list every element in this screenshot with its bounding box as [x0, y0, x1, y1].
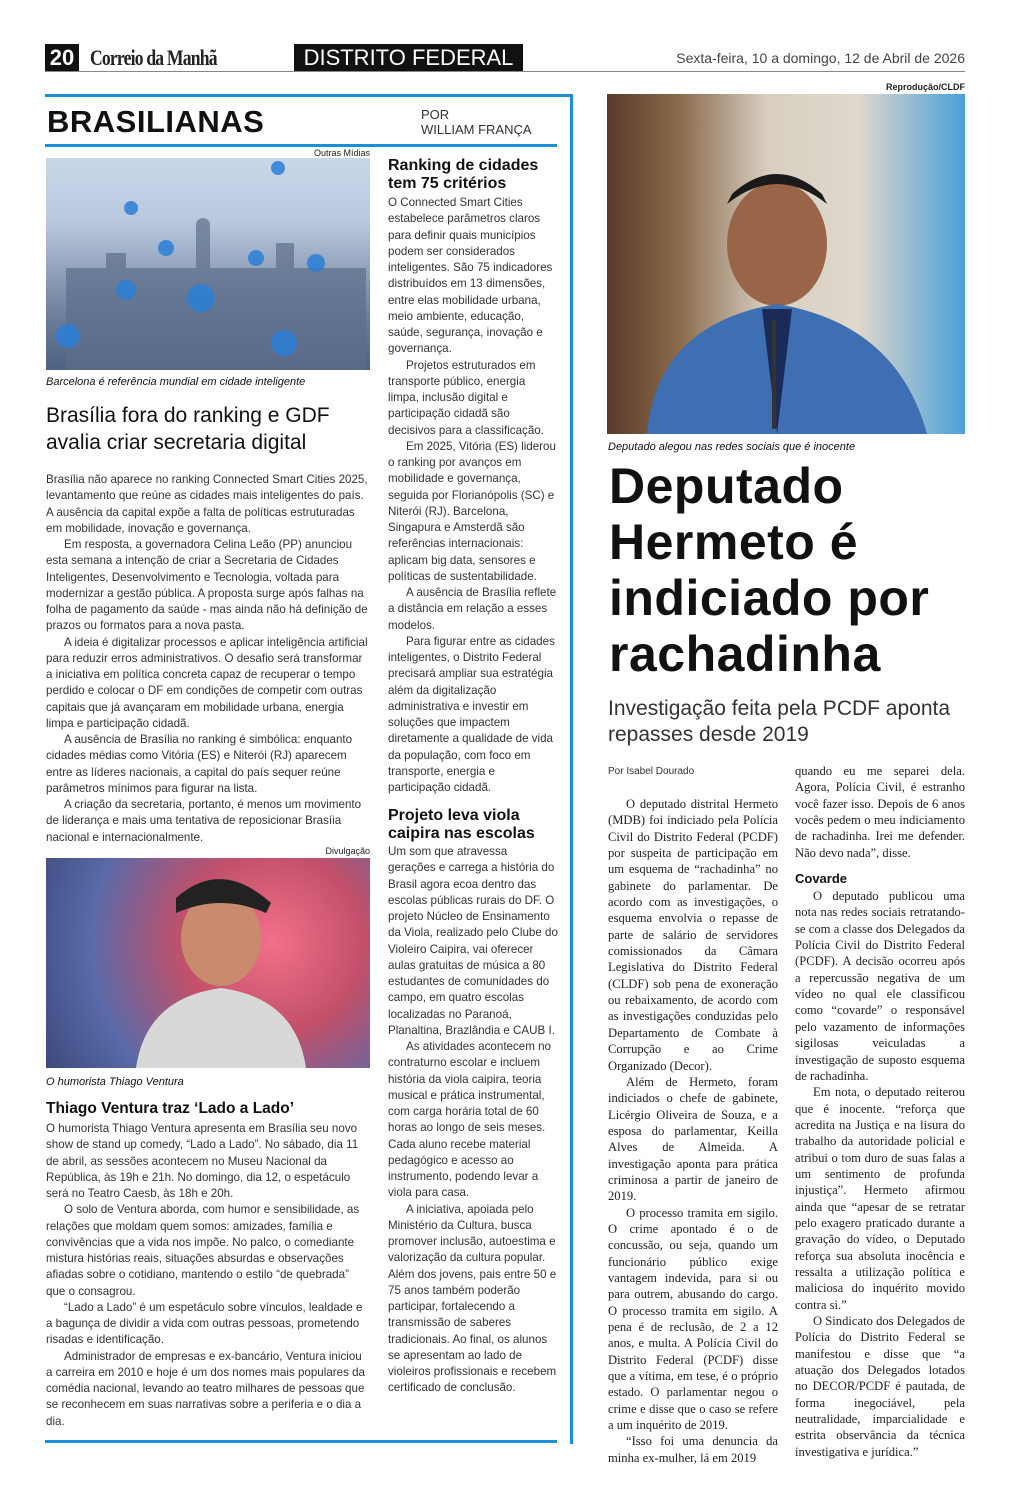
paragraph: O Sindicato dos Delegados de Polícia do Distrito Federal se manifestou e disse que “a atuação dos Delegados lotados no DECOR/PCDF é pautada, de forma inegociável, pela neutralidade, imparcialidade e estrita observância da técnica investigativa e jurídica.” [795, 1314, 965, 1459]
story-title: Thiago Ventura traz ‘Lado a Lado’ [46, 1100, 295, 1117]
paragraph: Em nota, o deputado reiterou que é inocente. “reforça que acredita na Justiça e na lisura do trabalho da autoridade policial e atribui o tom duro de suas falas a um sentimento de profunda injustiça”. Hermeto afirmou ainda que “apesar de se retratar pelo exagero praticado durante a gravação do vídeo, o Deputado reforça sua absoluta inocência e ressalta a utilização política e maliciosa do inquérito movido contra si.” [795, 1085, 965, 1312]
photo-caption: Deputado alegou nas redes sociais que é inocente [608, 441, 856, 453]
story-title: Brasília fora do ranking e GDF avalia criar secretaria digital [46, 404, 330, 454]
paragraph: A ideia é digitalizar processos e aplicar inteligência artificial para reduzir erros administrativos. O desafio será transformar a iniciativa em política concreta capaz de recuperar o tempo perdido e colocar o DF em condições de competir com outras capitais que já avançaram em mobilidade urbana, energia limpa e participação cidadã. [46, 635, 368, 730]
deputy-photo [607, 94, 965, 434]
photo-credit: Outras Mídias [313, 148, 370, 158]
section-label: DISTRITO FEDERAL [294, 44, 523, 71]
subheadline: Investigação feita pela PCDF aponta repasses desde 2019 [608, 697, 951, 746]
photo-caption: Barcelona é referência mundial em cidade inteligente [46, 376, 306, 388]
paragraph: As atividades acontecem no contraturno escolar e incluem história da viola caipira, teoria musical e prática instrumental, com carga horária total de 60 horas ao longo de seis meses. Cada aluno recebe material pedagógico e acesso ao instrumento, podendo levar a viola para casa. [388, 1040, 552, 1200]
edition-date: Sexta-feira, 10 a domingo, 12 de Abril de 2026 [676, 50, 965, 66]
paragraph: A criação da secretaria, portanto, é menos um movimento de liderança e mais uma tentativa de reposicionar Brasíia nacional e internacionalmente. [46, 798, 362, 844]
story-body [388, 195, 558, 796]
paragraph: Administrador de empresas e ex-bancário, Ventura iniciou a carreira em 2010 e hoje é um dos nomes mais populares da comédia nacional, levando ao teatro milhares de pessoas que se reconhecem em suas narrativas sobre a periferia e o dia a dia. [46, 1349, 366, 1428]
paragraph: O solo de Ventura aborda, com humor e sensibilidade, as relações que moldam quem somos: amizades, família e convivências que a vida nos impõe. No palco, o comediante mistura histórias reais, situações absurdas e observações afiadas sobre o cotidiano, mantendo o estilo “de quebrada” que o consagrou. [46, 1203, 360, 1298]
paragraph: Um som que atravessa gerações e carrega a história do Brasil agora ecoa dentro das escolas públicas rurais do DF. O projeto Núcleo de Ensinamento da Viola, realizado pelo Clube do Violeiro Caipira, vai oferecer aulas gratuitas de música a 80 estudantes de comunidades do campo, em quatro escolas localizadas no Paranoá, Planaltina, Brazlândia e CAUB I. [388, 845, 558, 1037]
paragraph: O Connected Smart Cities estabelece parâmetros claros para definir quais municípios podem ser considerados inteligentes. São 75 indicadores distribuídos em 13 dimensões, entre elas mobilidade urbana, meio ambiente, educação, saúde, segurança, inovação e governança. [388, 196, 553, 356]
photo-credit: Divulgação [325, 846, 370, 856]
paragraph: A ausência de Brasília no ranking é simbólica: enquanto cidades médias como Vitória (ES) e Niterói (RJ) aparecem entre as líderes nacionais, a capital do país sequer reúne parâmetros mínimos para figurar na lista. [46, 733, 353, 795]
column-bottom-rule [45, 1440, 557, 1443]
paragraph: A ausência de Brasília reflete a distância em relação a esses modelos. [388, 586, 557, 632]
author: Por Isabel Dourado [608, 766, 695, 777]
paragraph: Projetos estruturados em transporte público, energia limpa, inclusão digital e participação cidadã são decisivos para a classificação. [388, 358, 544, 437]
paragraph: “Isso foi uma denuncia da minha ex-mulher, lá em 2019 [608, 1434, 778, 1465]
story-body [388, 844, 558, 1397]
story-body [46, 472, 370, 846]
story-body [608, 796, 778, 1466]
paragraph: O processo tramita em sigilo. O crime apontado é o de concussão, ou seja, quando um funcionário público exige vantagem indevida, para si ou para outrem, abusando do cargo. O processo tramita em sigilo. A pena é de reclusão, de 2 a 12 anos, e multa. A Polícia Civil do Distrito Federal (PCDF) disse que a vítima, em tese, é o próprio estado. O parlamentar negou o crime e disse que o caso se refere a um inquérito de 2019. [608, 1205, 778, 1433]
paragraph: Em 2025, Vitória (ES) liderou o ranking por avanços em mobilidade e governança, seguida por Florianópolis (SC) e Niterói (RJ). Barcelona, Singapura e Amsterdã são referências internacionais: aplicam big data, sensores e políticas de sustentabilidade. [388, 439, 556, 583]
paragraph: Em resposta, a governadora Celina Leão (PP) anunciou esta semana a intenção de criar a Secretaria de Cidades Inteligentes, Desenvolvimento e Tecnologia, voltada para modernizar a gestão pública. A proposta surge após falhas na folha de pagamento da saúde - mas ainda não há definição de prazos ou formatos para a nova pasta. [46, 538, 368, 633]
photo-caption: O humorista Thiago Ventura [46, 1076, 184, 1088]
column-byline [421, 107, 532, 137]
headline: Deputado Hermeto é indiciado por rachadinha [609, 458, 930, 682]
byline-prefix: POR [421, 107, 450, 122]
column-title-rule [45, 144, 557, 147]
page-number: 20 [45, 44, 79, 71]
paragraph: “Lado a Lado” é um espetáculo sobre vínculos, lealdade e a bagunça de dividir a vida com outras pessoas, prometendo risadas e identificação. [46, 1300, 363, 1347]
paragraph: Para figurar entre as cidades inteligentes, o Distrito Federal precisará ampliar sua estratégia além da digitalização administrativa e investir em soluções que impactem diretamente a qualidade de vida da população, com foco em transporte, energia e participação cidadã. [388, 634, 555, 794]
subtitle: Covarde [795, 871, 848, 887]
byline-author: WILLIAM FRANÇA [421, 122, 532, 137]
photo-credit: Reprodução/CLDF [885, 82, 965, 92]
story-title: Projeto leva viola caipira nas escolas [388, 807, 535, 842]
paragraph: O deputado distrital Hermeto (MDB) foi indiciado pela Polícia Civil do Distrito Federal (PCDF) por suspeita de participação em um esquema de “rachadinha” no gabinete do parlamentar. De acordo com as investigações, o esquema envolvia o repasse de parte de salário de servidores comissionados da Câmara Legislativa do Distrito Federal (CLDF) sob pena de exoneração ou rebaixamento, de acordo com as investigações conduzidas pelo Departamento de Combate à Corrupção e ao Crime Organizado (Decor). [608, 797, 778, 1073]
paragraph: Brasília não aparece no ranking Connected Smart Cities 2025, levantamento que reúne as cidades mais inteligentes do país. A ausência da capital expõe a falta de políticas estruturadas em mobilidade, inovação e governança. [46, 473, 368, 535]
paragraph: O humorista Thiago Ventura apresenta em Brasília seu novo show de stand up comedy, “Lado a Lado”. No sábado, dia 11 de abril, as sessões acontecem no Museu Nacional da República, às 19h e 21h. No domingo, dia 12, o espetáculo será no Teatro Caesb, às 18h e 20h. [46, 1122, 359, 1200]
story-body-continued [795, 763, 965, 1460]
comedian-photo [46, 858, 370, 1068]
story-title: Ranking de cidades tem 75 critérios [388, 157, 539, 192]
column-title: BRASILIANAS [47, 104, 265, 139]
paragraph: O deputado publicou uma nota nas redes sociais retratando-se com a classe dos Delegados da Polícia Civil do Distrito Federal (PCDF). A decisão ocorreu após a repercussão negativa de um vídeo no qual ele classificou como “covarde” o responsável pelo vazamento de informações sigilosas veiculadas a investigação de suposto esquema de rachadinha. [795, 889, 965, 1083]
paragraph-continued: quando eu me separei dela. Agora, Polícia Civil, é estranho você fazer isso. Depois de 6 anos vocês pedem o meu indiciamento de rachadinha. Irei me defender. Não devo nada”, disse. [795, 764, 965, 860]
paragraph: Além de Hermeto, foram indiciados o chefe de gabinete, Licérgio Oliveira de Souza, e a esposa do parlamentar, Keilla Alves de Almeida. A investigação aponta para prática criminosa a partir de janeiro de 2019. [608, 1074, 778, 1204]
city-photo [46, 158, 370, 370]
header-rule [45, 71, 965, 72]
newspaper-logo: Correio da Manhã [90, 45, 217, 70]
story-body [46, 1121, 370, 1430]
paragraph: A iniciativa, apoiada pelo Ministério da Cultura, busca promover inclusão, autoestima e valorização da cultura popular. Além dos jovens, pais entre 50 e 75 anos também poderão participar, fortalecendo a transmissão de saberes tradicionais. Ao final, os alunos se apresentam ao lado de violeiros profissionais e recebem certificado de conclusão. [388, 1202, 557, 1395]
